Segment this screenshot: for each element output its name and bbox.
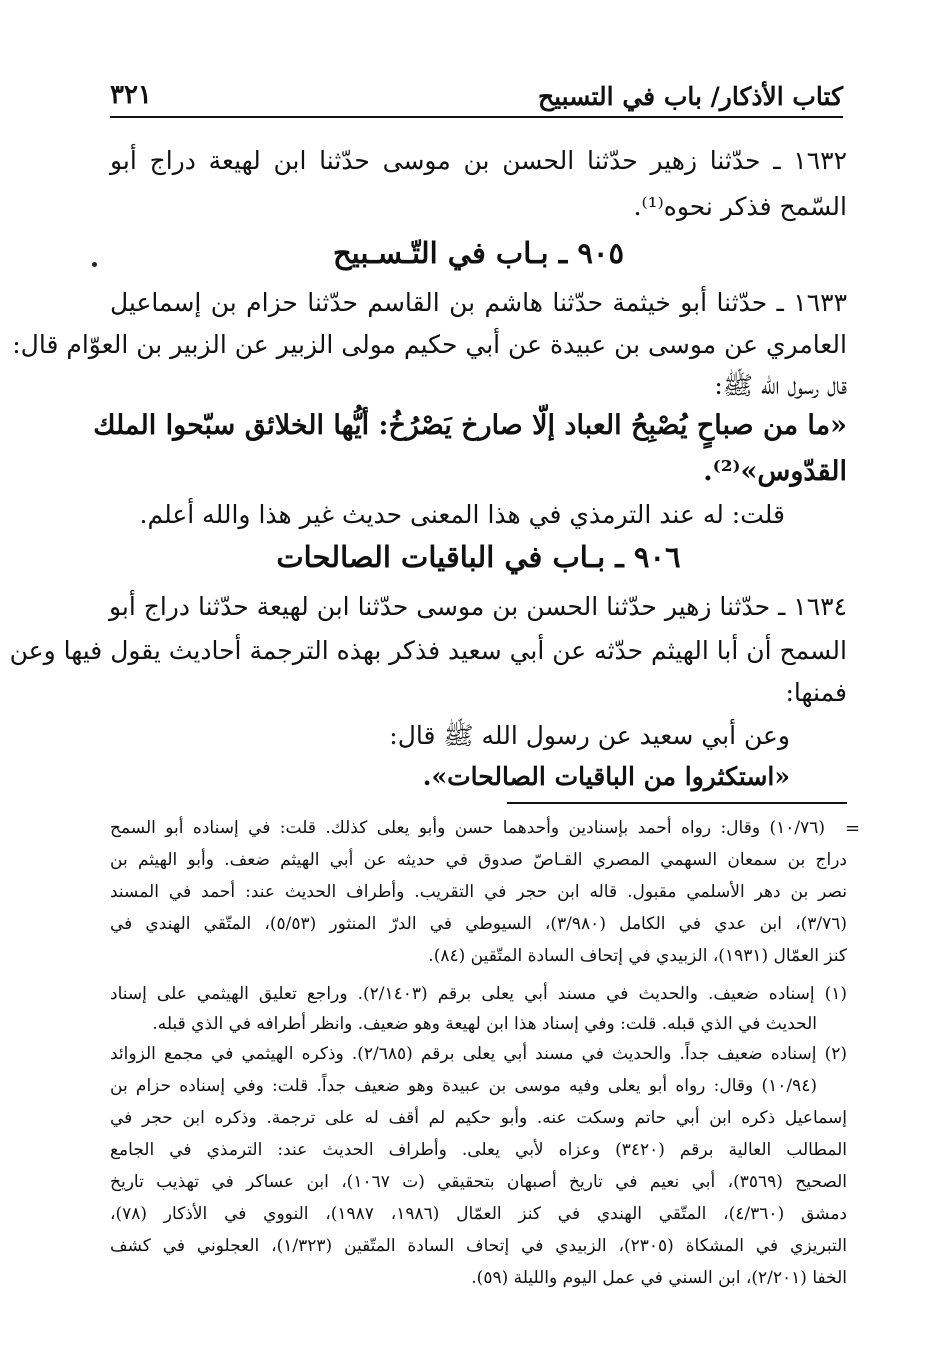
hadith-1634-line-3: فمنها: xyxy=(785,678,847,707)
hadith-1634-quote: «استكثروا من الباقيات الصالحات». xyxy=(422,762,790,791)
hadith-1633-line-3: قال رسول الله ﷺ: xyxy=(714,371,847,400)
continuation-mark: = xyxy=(845,818,861,839)
section-heading-906: ٩٠٦ ـ بـاب في الباقيات الصالحات xyxy=(276,540,681,574)
footnote-separator xyxy=(507,802,847,804)
hadith-1634-line-4: وعن أبي سعيد عن رسول الله ﷺ قال: xyxy=(389,721,790,750)
footnote-cont-line-3: نصر بن دهر الأسلمي مقبول. قاله ابن حجر في التقريب. وأطراف الحديث عند: أحمد في المسند xyxy=(110,882,847,902)
footnote-2-line-7: التبريزي في المشكاة (٢٣٠٥)، الزبيدي في إتحاف السادة المتّقين (١/٣٢٣)، العجلوني في كشف xyxy=(110,1236,847,1256)
chapter-title: كتاب الأذكار/ باب في التسبيح xyxy=(537,82,843,111)
footnote-cont-line-1: (١٠/٧٦) وقال: رواه أحمد بإسنادين وأحدهما حسن وأبو يعلى كذلك. قلت: في إسناده أبو السمح xyxy=(110,818,825,838)
footnote-cont-line-5: كنز العمّال (١٩٣١)، الزبيدي في إتحاف السادة المتّقين (٨٤). xyxy=(428,946,847,966)
footnote-2-line-6: دمشق (٤/٣٦٠)، المتّقي الهندي في كنز العمّال (١٩٨٦، ١٩٨٧)، النووي في الأذكار (٧٨)، xyxy=(110,1204,848,1224)
footnote-2-line-3: إسماعيل ذكره ابن أبي حاتم وسكت عنه. وأبو حكيم لم أقف له على ترجمة. وذكره ابن حجر في xyxy=(110,1108,847,1128)
hadith-1633-line-2: العامري عن موسى بن عبيدة عن أبي حكيم مولى الزبير عن الزبير بن العوّام قال: xyxy=(12,330,847,359)
footnote-cont-line-4: (٣/٧٦)، ابن عدي في الكامل (٣/٩٨٠)، السيوطي في الدرّ المنثور (٥/٥٣)، المتّقي الهندي في xyxy=(110,914,847,934)
footnote-2-line-4: المطالب العالية برقم (٣٤٢٠) وعزاه لأبي يعلى. وأطراف الحديث عند: الترمذي في الجامع xyxy=(110,1140,847,1160)
footnote-2-line-1: (٢) إسناده ضعيف جداً. والحديث في مسند أبي يعلى برقم (٢/٦٨٥). وذكره الهيثمي في مجمع الزوائد xyxy=(110,1044,847,1064)
hadith-1632-line-1: ١٦٣٢ ـ حدّثنا زهير حدّثنا الحسن بن موسى حدّثنا ابن لهيعة دراج أبو xyxy=(110,146,847,175)
page-header xyxy=(110,76,843,118)
hadith-1633-line-1: ١٦٣٣ ـ حدّثنا أبو خيثمة حدّثنا هاشم بن القاسم حدّثنا حزام بن إسماعيل xyxy=(110,288,847,317)
footnote-cont-line-2: دراج بن سمعان السهمي المصري القـاصّ صدوق في حديثه عن أبي الهيثم ضعف. وأبو الهيثم بن xyxy=(110,850,847,870)
footnote-1-line-2: الحديث في الذي قبله. قلت: وفي إسناد هذا ابن لهيعة وهو ضعيف. وانظر أطرافه في الذي قبله. xyxy=(152,1014,817,1034)
stray-mark xyxy=(92,262,97,267)
hadith-1632-line-2: السّمح فذكر نحوه⁽¹⁾. xyxy=(633,192,847,221)
section-heading-905: ٩٠٥ ـ بـاب في التّـسـبيح xyxy=(332,236,625,270)
footnote-2-line-8: الخفا (٢/٢٠١)، ابن السني في عمل اليوم والليلة (٥٩). xyxy=(471,1268,847,1288)
hadith-1634-line-1: ١٦٣٤ ـ حدّثنا زهير حدّثنا الحسن بن موسى حدّثنا ابن لهيعة حدّثنا دراج أبو xyxy=(108,592,847,621)
footnote-2-line-2: (١٠/٩٤) وقال: رواه أبو يعلى وفيه موسى بن عبيدة وهو ضعيف جداً. قلت: وفي إسناده حزام بن xyxy=(110,1076,817,1096)
hadith-1633-quote-1: «ما من صباحٍ يُصْبِحُ العباد إلّا صارخ يَصْرُخُ: أيُّها الخلائق سبّحوا الملك xyxy=(93,410,847,441)
footnote-1-line-1: (١) إسناده ضعيف. والحديث في مسند أبي يعلى برقم (٢/١٤٠٣). وراجع تعليق الهيثمي على إسناد xyxy=(110,984,847,1004)
footnote-2-line-5: الصحيح (٣٥٦٩)، أبي نعيم في تاريخ أصبهان بتحقيقي (ت ١٠٦٧)، ابن عساكر في تهذيب تاريخ xyxy=(110,1172,847,1192)
hadith-1633-quote-2: القدّوس»⁽²⁾. xyxy=(703,456,847,487)
page-number: ٣٢١ xyxy=(110,80,152,110)
author-comment: قلت: له عند الترمذي في هذا المعنى حديث غير هذا والله أعلم. xyxy=(139,500,785,529)
hadith-1634-line-2: السمح أن أبا الهيثم حدّثه عن أبي سعيد فذكر بهذه الترجمة أحاديث يقول فيها وعن xyxy=(9,636,847,665)
